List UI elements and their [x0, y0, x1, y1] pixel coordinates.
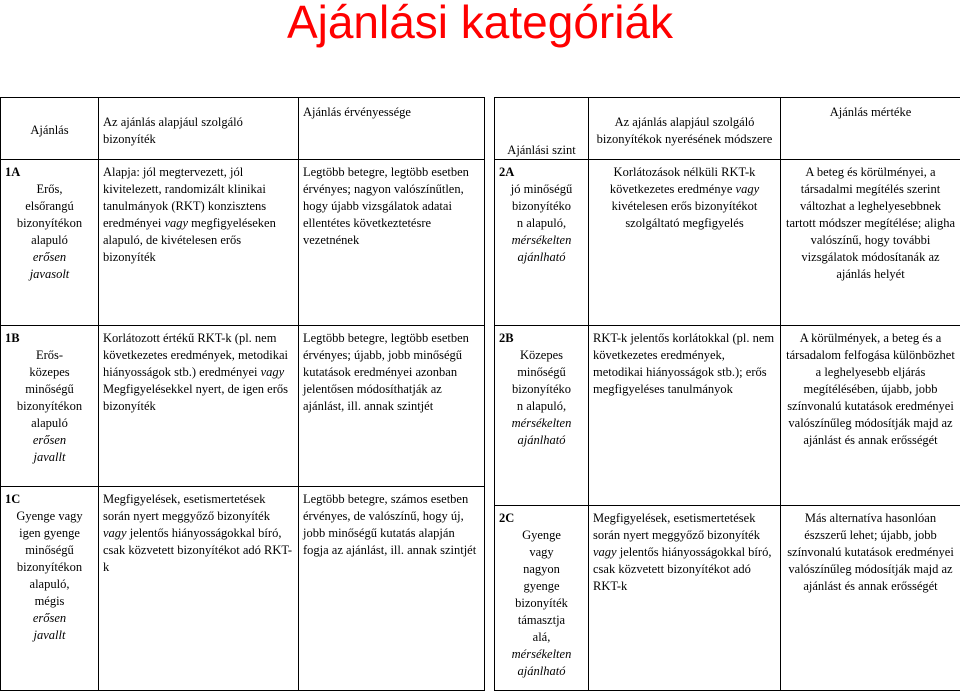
evidence-rest: jelentős hiányosságokkal bíró, csak közvetett bizonyítékot adó RKT-k	[103, 526, 292, 574]
grade-rec-line: erősen	[5, 249, 94, 266]
grade-desc-line: alá,	[499, 629, 584, 646]
table-row	[495, 160, 960, 326]
grade-desc-line: Közepes	[499, 347, 584, 364]
grade-desc-line: bizonyítéko	[499, 381, 584, 398]
header-ajanlasi-szint: Ajánlási szint	[495, 98, 589, 160]
tables-area	[0, 97, 960, 690]
grade-desc-line: minőségű	[5, 542, 94, 559]
grade-desc-line: alapuló	[5, 415, 94, 432]
grade-label: 2C	[499, 510, 584, 527]
method-cell	[589, 506, 781, 691]
grade-desc-line: vagy	[499, 544, 584, 561]
right-table-header-row	[495, 98, 960, 160]
grade-rec-line: mérsékelten	[499, 646, 584, 663]
method-rest: jelentős hiányosságokkal bíró, csak közvetett bizonyítékot adó RKT-k	[593, 545, 771, 593]
grade-desc-line: n alapuló,	[499, 215, 584, 232]
grade-desc-line: bizonyítékon	[5, 215, 94, 232]
grade-rec-line: ajánlható	[499, 249, 584, 266]
method-text: Megfigyelések, esetismertetések során nyert meggyőző bizonyíték	[593, 511, 760, 542]
grade-desc-line: közepes	[5, 364, 94, 381]
grade-label: 2A	[499, 164, 584, 181]
measure-cell: Más alternatíva hasonlóan észszerű lehet; újabb, jobb színvonalú kutatások eredményei valószínűleg módosítják majd az ajánlást és annak erősségét	[781, 506, 960, 691]
table-row	[1, 326, 485, 487]
method-italic: vagy	[736, 182, 760, 196]
left-table-header-row	[1, 98, 485, 160]
evidence-italic: vagy	[164, 216, 188, 230]
evidence-text: Korlátozott értékű RKT-k (pl. nem következetes eredmények, metodikai hiányosságok stb.) eredményei	[103, 331, 288, 379]
grade-desc-line: Gyenge	[499, 527, 584, 544]
grade-cell	[495, 326, 589, 506]
table-row	[1, 487, 485, 691]
grade-desc-line: bizonyítéko	[499, 198, 584, 215]
grade-label: 1B	[5, 330, 94, 347]
grade-label: 1C	[5, 491, 94, 508]
grade-desc-line: bizonyítékon	[5, 398, 94, 415]
grade-rec-line: mérsékelten	[499, 232, 584, 249]
grade-desc-line: Erős-	[5, 347, 94, 364]
evidence-text: Alapja: jól megtervezett, jól kivitelezett, randomizált klinikai tanulmányok (RKT) konzisztens eredményei	[103, 165, 266, 230]
validity-cell: Legtöbb betegre, legtöbb esetben érvényes; nagyon valószínűtlen, hogy újabb vizsgálatok adatai ellentétes következtetésre vezetnének	[299, 160, 485, 326]
grade-label: 1A	[5, 164, 94, 181]
grade-desc-line: nagyon	[499, 561, 584, 578]
grade-desc-line: bizonyíték	[499, 595, 584, 612]
validity-cell: Legtöbb betegre, számos esetben érvényes, de valószínű, hogy új, jobb minőségű kutatás alapján fogja az ajánlást, ill. annak szintjét	[299, 487, 485, 691]
evidence-cell	[99, 160, 299, 326]
evidence-rest: Megfigyelésekkel nyert, de igen erős bizonyíték	[103, 382, 288, 413]
right-recommendation-table	[494, 97, 960, 691]
table-row	[495, 326, 960, 506]
header-method: Az ajánlás alapjául szolgáló bizonyítékok nyerésének módszere	[589, 98, 781, 160]
grade-desc-line: bizonyítékon	[5, 559, 94, 576]
grade-rec-line: ajánlható	[499, 663, 584, 680]
measure-cell: A beteg és körülményei, a társadalmi megítélés szerint változhat a leghelyesebbnek tartott módszer megítélése; aligha valószínű, hogy további vizsgálatok módosítanák az ajánlás helyét	[781, 160, 960, 326]
grade-rec-line: javallt	[5, 627, 94, 644]
evidence-italic: vagy	[103, 526, 127, 540]
grade-rec-line: javasolt	[5, 266, 94, 283]
header-measure: Ajánlás mértéke	[781, 98, 960, 160]
method-italic: vagy	[593, 545, 617, 559]
method-rest: kivételesen erős bizonyítékot szolgáltató megfigyelés	[612, 199, 758, 230]
table-row	[1, 160, 485, 326]
header-ajanlas: Ajánlás	[1, 98, 99, 160]
grade-desc-line: minőségű	[499, 364, 584, 381]
grade-desc-line: igen gyenge	[5, 525, 94, 542]
grade-desc-line: mégis	[5, 593, 94, 610]
grade-desc-line: Gyenge vagy	[5, 508, 94, 525]
evidence-text: Megfigyelések, esetismertetések során nyert meggyőző bizonyíték	[103, 492, 270, 523]
method-cell	[589, 160, 781, 326]
grade-desc-line: alapuló	[5, 232, 94, 249]
grade-desc-line: gyenge	[499, 578, 584, 595]
grade-cell	[495, 506, 589, 691]
grade-rec-line: erősen	[5, 610, 94, 627]
grade-rec-line: javallt	[5, 449, 94, 466]
evidence-rest: megfigyeléseken alapuló, de kivételesen erős bizonyíték	[103, 216, 276, 264]
evidence-italic: vagy	[261, 365, 285, 379]
grade-desc-line: jó minőségű	[499, 181, 584, 198]
header-validity: Ajánlás érvényessége	[299, 98, 485, 160]
left-recommendation-table	[0, 97, 485, 691]
header-evidence: Az ajánlás alapjául szolgáló bizonyíték	[99, 98, 299, 160]
measure-cell: A körülmények, a beteg és a társadalom felfogása különbözhet a leghelyesebb eljárás megítélésében, újabb, jobb színvonalú kutatások eredményei valószínűleg módosítják majd az ajánlást és annak erősségét	[781, 326, 960, 506]
method-text: RKT-k jelentős korlátokkal (pl. nem következetes eredmények, metodikai hiányosságok stb.);	[593, 331, 774, 379]
grade-desc-line: alapuló,	[5, 576, 94, 593]
evidence-cell	[99, 487, 299, 691]
grade-rec-line: mérsékelten	[499, 415, 584, 432]
table-row	[495, 506, 960, 691]
grade-desc-line: támasztja	[499, 612, 584, 629]
grade-rec-line: ajánlható	[499, 432, 584, 449]
grade-label: 2B	[499, 330, 584, 347]
grade-cell	[1, 326, 99, 487]
grade-cell	[1, 487, 99, 691]
grade-desc-line: n alapuló,	[499, 398, 584, 415]
slide-title: Ajánlási kategóriák	[0, 0, 960, 88]
method-text: Korlátozások nélküli RKT-k következetes eredménye	[610, 165, 756, 196]
method-cell	[589, 326, 781, 506]
grade-desc-line: elsőrangú	[5, 198, 94, 215]
grade-cell	[495, 160, 589, 326]
method-rest: erős megfigyeléses tanulmányok	[593, 365, 767, 396]
grade-rec-line: erősen	[5, 432, 94, 449]
grade-desc-line: minőségű	[5, 381, 94, 398]
grade-desc-line: Erős,	[5, 181, 94, 198]
grade-cell	[1, 160, 99, 326]
validity-cell: Legtöbb betegre, legtöbb esetben érvényes; újabb, jobb minőségű kutatások eredményei azonban jelentősen módosíthatják az ajánlást, ill. annak szintjét	[299, 326, 485, 487]
evidence-cell	[99, 326, 299, 487]
